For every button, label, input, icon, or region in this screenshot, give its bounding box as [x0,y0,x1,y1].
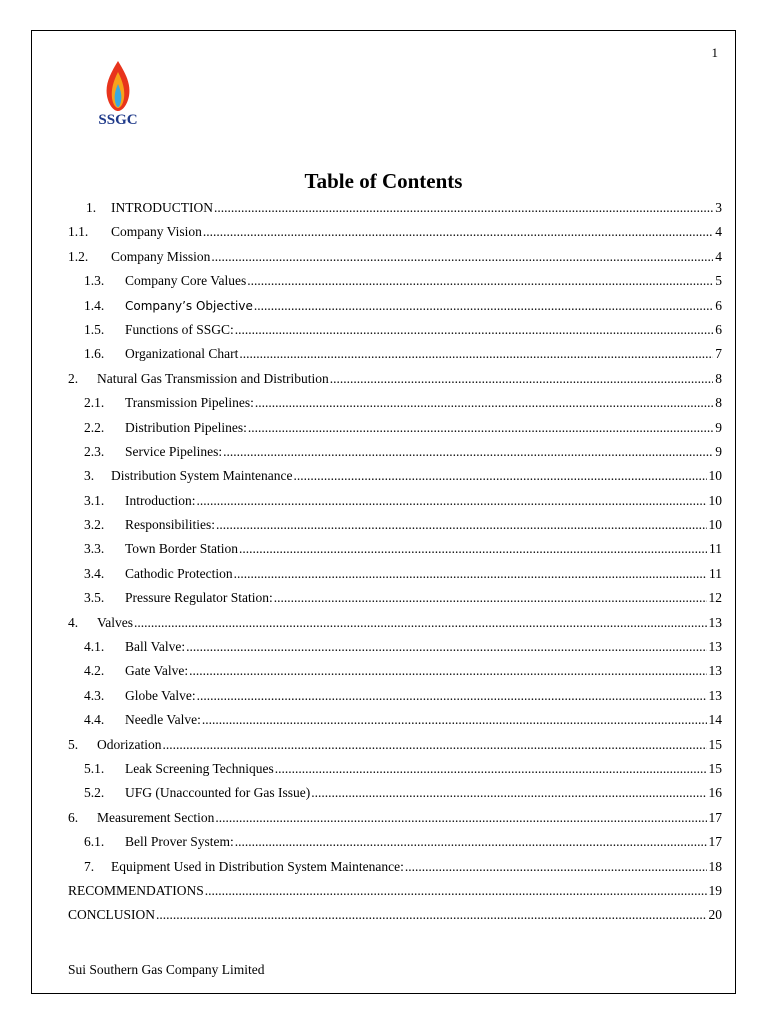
toc-entry-page: 6 [715,321,722,337]
toc-entry-number: 3.5. [84,590,105,606]
toc-dot-leader [239,537,707,561]
toc-entry-page: 19 [708,882,722,898]
toc-dot-leader [202,708,707,732]
toc-dot-leader [134,611,707,635]
toc-entry-title: UFG (Unaccounted for Gas Issue) [125,785,311,801]
toc-entry-page: 15 [708,760,722,776]
toc-entry[interactable] [68,196,722,220]
toc-entry-number: 3.3. [84,541,105,557]
toc-entry-title: Town Border Station [125,541,239,557]
toc-dot-leader [330,367,714,391]
toc-entry-page: 10 [708,517,722,533]
toc-entry-page: 17 [708,834,722,850]
toc-entry-title: Transmission Pipelines: [125,395,254,411]
toc-entry[interactable] [68,879,722,903]
toc-entry-title: Measurement Section [97,809,215,825]
toc-dot-leader [235,318,713,342]
toc-entry-number: 4.2. [84,663,105,679]
toc-dot-leader [405,855,707,879]
toc-dot-leader [162,733,706,757]
toc-entry-number: 1.1. [68,224,89,240]
toc-entry-title: Valves [97,614,133,630]
toc-entry-page: 11 [709,565,722,581]
toc-entry-title: Company’s Objective [125,298,253,313]
toc-entry-number: 4. [68,614,79,630]
toc-entry-page: 8 [715,370,722,386]
toc-entry[interactable] [68,684,722,708]
toc-entry-page: 11 [709,541,722,557]
toc-entry-page: 13 [708,639,722,655]
toc-entry[interactable] [68,562,722,586]
toc-dot-leader [216,513,706,537]
toc-entry-number: 7. [84,858,95,874]
toc-entry-title: Introduction: [125,492,196,508]
toc-entry-title: CONCLUSION [68,907,156,923]
toc-entry[interactable] [68,659,722,683]
toc-dot-leader [247,269,713,293]
toc-dot-leader [211,245,713,269]
toc-entry-number: 4.4. [84,712,105,728]
toc-entry-number: 1.4. [84,297,105,313]
toc-entry[interactable] [68,220,722,244]
ssgc-logo [94,60,150,132]
toc-entry-title: Distribution System Maintenance [111,468,293,484]
toc-entry-number: 1.2. [68,248,89,264]
toc-entry-number: 3. [84,468,95,484]
toc-entry-number: 5.1. [84,760,105,776]
toc-entry-title: Needle Valve: [125,712,201,728]
toc-entry-title: Distribution Pipelines: [125,419,247,435]
toc-entry-page: 16 [708,785,722,801]
toc-entry-number: 5. [68,736,79,752]
flame-icon [104,60,132,112]
toc-entry-title: Company Vision [111,224,202,240]
toc-entry-number: 6.1. [84,834,105,850]
toc-entry-page: 14 [708,712,722,728]
toc-entry[interactable] [68,416,722,440]
toc-entry[interactable] [68,269,722,293]
toc-entry-number: 5.2. [84,785,105,801]
toc-dot-leader [254,294,713,318]
toc-dot-leader [275,757,707,781]
toc-entry[interactable] [68,903,722,927]
toc-entry[interactable] [68,806,722,830]
toc-entry-page: 17 [708,809,722,825]
toc-entry-page: 8 [715,395,722,411]
toc-entry-number: 4.3. [84,687,105,703]
toc-dot-leader [186,635,706,659]
toc-dot-leader [274,586,707,610]
toc-entry-title: Functions of SSGC: [125,321,234,337]
toc-entry-number: 2.2. [84,419,105,435]
toc-dot-leader [197,489,707,513]
toc-entry-title: Globe Valve: [125,687,196,703]
toc-entry-page: 12 [708,590,722,606]
toc-dot-leader [214,196,713,220]
toc-entry[interactable] [68,586,722,610]
toc-entry-number: 1.3. [84,273,105,289]
toc-dot-leader [189,659,706,683]
toc-list [68,196,722,928]
toc-entry-title: Pressure Regulator Station: [125,590,273,606]
toc-entry[interactable] [68,342,722,366]
toc-entry-title: Company Mission [111,248,211,264]
toc-dot-leader [215,806,706,830]
toc-entry[interactable] [68,708,722,732]
toc-dot-leader [239,342,713,366]
toc-entry-page: 9 [715,443,722,459]
toc-entry-title: Bell Prover System: [125,834,234,850]
toc-entry-page: 5 [715,273,722,289]
toc-entry-number: 4.1. [84,639,105,655]
toc-entry-number: 6. [68,809,79,825]
toc-entry[interactable] [68,294,722,318]
toc-entry[interactable] [68,513,722,537]
toc-dot-leader [203,220,713,244]
toc-entry-number: 1.5. [84,321,105,337]
toc-entry[interactable] [68,635,722,659]
toc-entry[interactable] [68,245,722,269]
toc-entry-page: 15 [708,736,722,752]
logo-text: SSGC [98,112,138,128]
toc-entry-title: Equipment Used in Distribution System Maintenance: [111,858,404,874]
toc-entry-number: 3.4. [84,565,105,581]
toc-title: Table of Contents [304,169,463,193]
toc-entry-number: 3.2. [84,517,105,533]
toc-entry-title: Gate Valve: [125,663,189,679]
toc-entry-page: 4 [715,248,722,264]
toc-entry[interactable] [68,830,722,854]
toc-entry-page: 10 [708,492,722,508]
toc-entry-number: 1. [86,200,97,215]
toc-entry[interactable] [68,757,722,781]
toc-entry-page: 7 [715,346,722,362]
toc-entry-title: RECOMMENDATIONS [68,882,204,898]
toc-entry[interactable] [68,440,722,464]
toc-dot-leader [156,903,706,927]
toc-entry-title: Leak Screening Techniques [125,760,274,776]
toc-entry-page: 18 [708,858,722,874]
toc-entry-title: Company Core Values [125,273,247,289]
toc-dot-leader [248,416,713,440]
toc-entry-title: Natural Gas Transmission and Distribution [97,370,329,386]
toc-entry-page: 10 [708,468,722,484]
toc-entry[interactable] [68,391,722,415]
toc-entry[interactable] [68,464,722,488]
toc-entry[interactable] [68,318,722,342]
toc-entry-title: Responsibilities: [125,517,216,533]
toc-entry-number: 2.3. [84,443,105,459]
toc-entry-page: 13 [708,663,722,679]
toc-dot-leader [223,440,713,464]
toc-entry-number: 1.6. [84,346,105,362]
toc-entry-page: 9 [715,419,722,435]
toc-entry-title: Organizational Chart [125,346,239,362]
toc-entry-page: 4 [715,224,722,240]
toc-entry-page: 20 [708,907,722,923]
toc-dot-leader [234,562,707,586]
toc-dot-leader [197,684,707,708]
toc-entry[interactable] [68,537,722,561]
toc-dot-leader [311,781,706,805]
footer-text: Sui Southern Gas Company Limited [68,962,265,977]
toc-dot-leader [205,879,707,903]
toc-entry-title: Service Pipelines: [125,443,223,459]
toc-entry-number: 2. [68,370,79,386]
toc-entry[interactable] [68,733,722,757]
toc-entry[interactable] [68,489,722,513]
toc-entry-page: 13 [708,687,722,703]
toc-entry-title: Ball Valve: [125,639,186,655]
toc-entry-page: 3 [715,200,722,215]
toc-dot-leader [293,464,706,488]
toc-entry-title: Odorization [97,736,162,752]
toc-entry-title: INTRODUCTION [111,200,213,215]
toc-dot-leader [235,830,707,854]
page-number: 1 [711,45,718,60]
toc-entry-title: Cathodic Protection [125,565,233,581]
toc-entry-page: 13 [708,614,722,630]
toc-entry-number: 3.1. [84,492,105,508]
toc-entry-page: 6 [715,297,722,313]
toc-entry-number: 2.1. [84,395,105,411]
toc-entry[interactable] [68,781,722,805]
toc-dot-leader [255,391,713,415]
toc-entry[interactable] [68,367,722,391]
toc-entry[interactable] [68,855,722,879]
toc-entry[interactable] [68,611,722,635]
